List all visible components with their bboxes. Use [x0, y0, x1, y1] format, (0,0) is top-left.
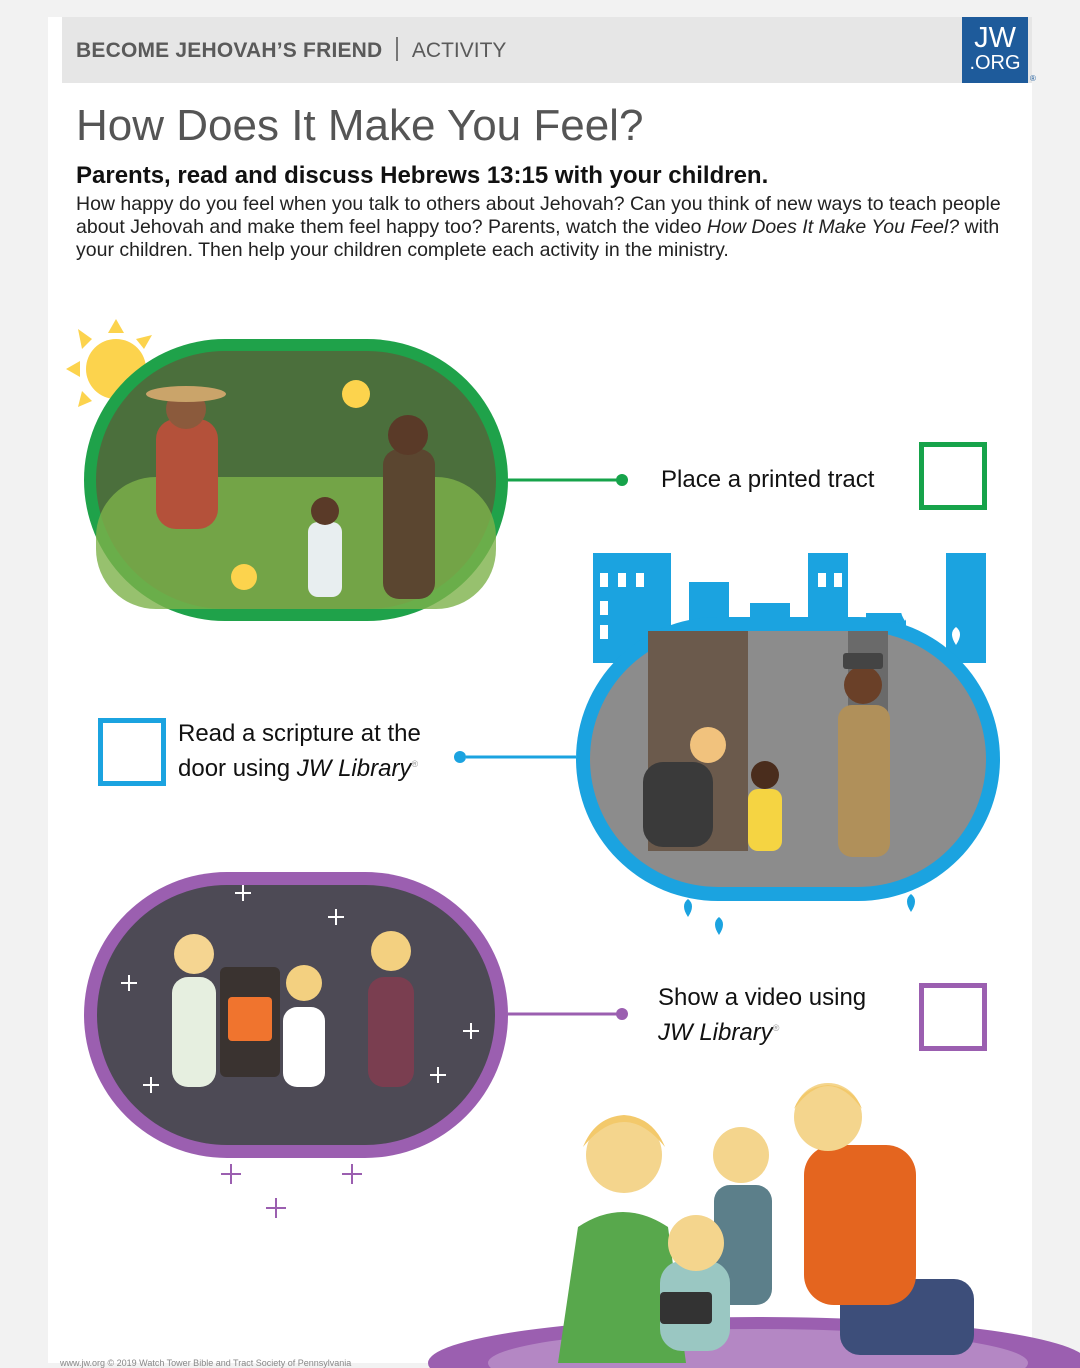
activity-scripture-app: JW Library	[296, 755, 412, 782]
family-illustration	[428, 1083, 1080, 1368]
activity-video-app: JW Library	[658, 1019, 773, 1046]
logo-line2: .ORG	[969, 52, 1021, 74]
checkbox-scripture[interactable]	[98, 718, 166, 786]
video-title: How Does It Make You Feel?	[706, 216, 960, 238]
activity-label-tract: Place a printed tract	[661, 466, 875, 493]
activity-video-line1: Show a video using	[658, 984, 867, 1011]
registered-mark: ®	[772, 1023, 780, 1033]
category-name: ACTIVITY	[411, 39, 507, 62]
connector-dot-3	[616, 1008, 628, 1020]
page-subtitle: Parents, read and discuss Hebrews 13:15 with your children.	[76, 162, 769, 189]
scene-scripture-illustration	[576, 553, 1000, 935]
series-name: BECOME JEHOVAH’S FRIEND	[76, 39, 383, 62]
scene-video-illustration	[84, 872, 508, 1218]
intro-part2: with your children. Then help your children complete each activity in the ministry.	[76, 216, 1000, 261]
logo-line1: JW	[974, 22, 1016, 54]
connector-dot-1	[616, 474, 628, 486]
scene-tract-illustration	[84, 339, 508, 621]
logo-registered-mark: ®	[1030, 74, 1036, 83]
footer-copyright: www.jw.org © 2019 Watch Tower Bible and Tract Society of Pennsylvania	[60, 1358, 352, 1368]
page-title: How Does It Make You Feel?	[76, 101, 644, 150]
activity-scripture-line1: Read a scripture at the	[178, 720, 421, 747]
activity-scripture-line2: door using	[178, 755, 297, 782]
connector-dot-2	[454, 751, 466, 763]
intro-part1: How happy do you feel when you talk to others about Jehovah? Can you think of new ways to teach people about Jehovah and make them feel happy too? Parents, watch the video	[76, 193, 1001, 238]
activity-label-scripture	[178, 718, 421, 784]
checkbox-video[interactable]	[919, 983, 987, 1051]
activity-page	[48, 17, 1036, 1368]
registered-mark: ®	[411, 759, 419, 769]
activity-label-video	[658, 982, 866, 1048]
checkbox-tract[interactable]	[919, 442, 987, 510]
illustrations	[48, 17, 1032, 1363]
